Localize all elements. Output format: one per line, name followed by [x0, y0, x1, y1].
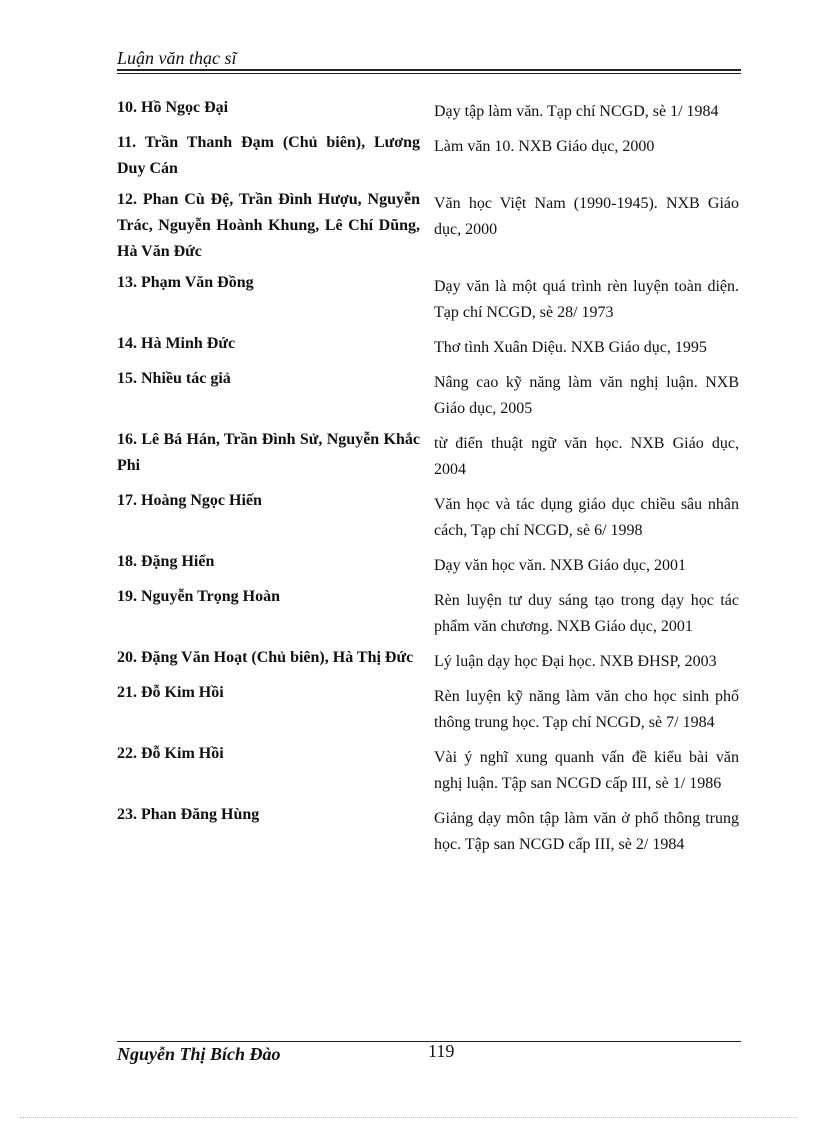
- reference-author: 21. Đỗ Kim Hồi: [117, 684, 224, 701]
- reference-work: Giảng dạy môn tập làm văn ở phổ thông trung học. Tập san NCGD cấp III, sè 2/ 1984: [434, 810, 739, 853]
- reference-work: Rèn luyện kỹ năng làm văn cho học sinh phổ thông trung học. Tạp chí NCGD, sè 7/ 1984: [434, 688, 739, 731]
- reference-item: [117, 549, 741, 579]
- reference-author: 15. Nhiều tác giả: [117, 370, 231, 387]
- reference-item: [117, 680, 741, 736]
- reference-work: Dạy văn là một quá trình rèn luyện toàn diện. Tạp chí NCGD, sè 28/ 1973: [434, 278, 739, 321]
- reference-work: Dạy tập làm văn. Tạp chí NCGD, sè 1/ 1984: [434, 103, 719, 120]
- page-edge-divider: [20, 1117, 796, 1118]
- reference-item: [117, 584, 741, 640]
- page-header-title: Luận văn thạc sĩ: [117, 48, 237, 68]
- reference-item: [117, 741, 741, 797]
- reference-work: Nâng cao kỹ năng làm văn nghị luận. NXB Giáo dục, 2005: [434, 374, 739, 417]
- page-number: 119: [428, 1041, 455, 1061]
- reference-list: [117, 95, 741, 863]
- footer-author-name: Nguyễn Thị Bích Đào: [117, 1044, 281, 1064]
- reference-author: 23. Phan Đăng Hùng: [117, 806, 260, 823]
- reference-item: [117, 366, 741, 422]
- reference-item: [117, 331, 741, 361]
- reference-work: Rèn luyện tư duy sáng tạo trong dạy học tác phẩm văn chương. NXB Giáo dục, 2001: [434, 592, 739, 635]
- reference-work: Văn học và tác dụng giáo dục chiều sâu nhân cách, Tạp chí NCGD, sè 6/ 1998: [434, 496, 739, 539]
- reference-work: Vài ý nghĩ xung quanh vấn đề kiểu bài văn nghị luận. Tập san NCGD cấp III, sè 1/ 1986: [434, 749, 739, 792]
- reference-author: 11. Trần Thanh Đạm (Chủ biên), Lương Duy Cán: [117, 134, 420, 177]
- reference-author: 10. Hồ Ngọc Đại: [117, 99, 229, 116]
- reference-work: từ điển thuật ngữ văn học. NXB Giáo dục, 2004: [434, 435, 739, 478]
- reference-item: [117, 427, 741, 483]
- reference-author: 18. Đặng Hiển: [117, 553, 215, 570]
- header-rule-thick: [117, 69, 741, 71]
- reference-work: Văn học Việt Nam (1990-1945). NXB Giáo dục, 2000: [434, 195, 739, 238]
- reference-item: [117, 488, 741, 544]
- reference-author: 19. Nguyễn Trọng Hoàn: [117, 588, 280, 605]
- reference-work: Lý luận dạy học Đại học. NXB ĐHSP, 2003: [434, 653, 717, 670]
- reference-author: 12. Phan Cù Đệ, Trần Đình Hượu, Nguyễn Trác, Nguyễn Hoành Khung, Lê Chí Dũng, Hà Văn Đức: [117, 191, 420, 260]
- reference-author: 22. Đỗ Kim Hồi: [117, 745, 224, 762]
- reference-item: [117, 95, 741, 125]
- reference-author: 17. Hoàng Ngọc Hiến: [117, 492, 262, 509]
- reference-item: [117, 187, 741, 265]
- reference-item: [117, 270, 741, 326]
- reference-work: Dạy văn học văn. NXB Giáo dục, 2001: [434, 557, 686, 574]
- header-rule-thin: [117, 73, 741, 74]
- reference-item: [117, 802, 741, 858]
- reference-author: 14. Hà Minh Đức: [117, 335, 236, 352]
- reference-work: Thơ tình Xuân Diệu. NXB Giáo dục, 1995: [434, 339, 707, 356]
- reference-author: 20. Đặng Văn Hoạt (Chủ biên), Hà Thị Đức: [117, 649, 414, 666]
- reference-author: 16. Lê Bá Hán, Trần Đình Sử, Nguyễn Khắc Phi: [117, 431, 420, 474]
- reference-item: [117, 130, 741, 182]
- reference-author: 13. Phạm Văn Đồng: [117, 274, 254, 291]
- reference-item: [117, 645, 741, 675]
- reference-work: Làm văn 10. NXB Giáo dục, 2000: [434, 138, 655, 155]
